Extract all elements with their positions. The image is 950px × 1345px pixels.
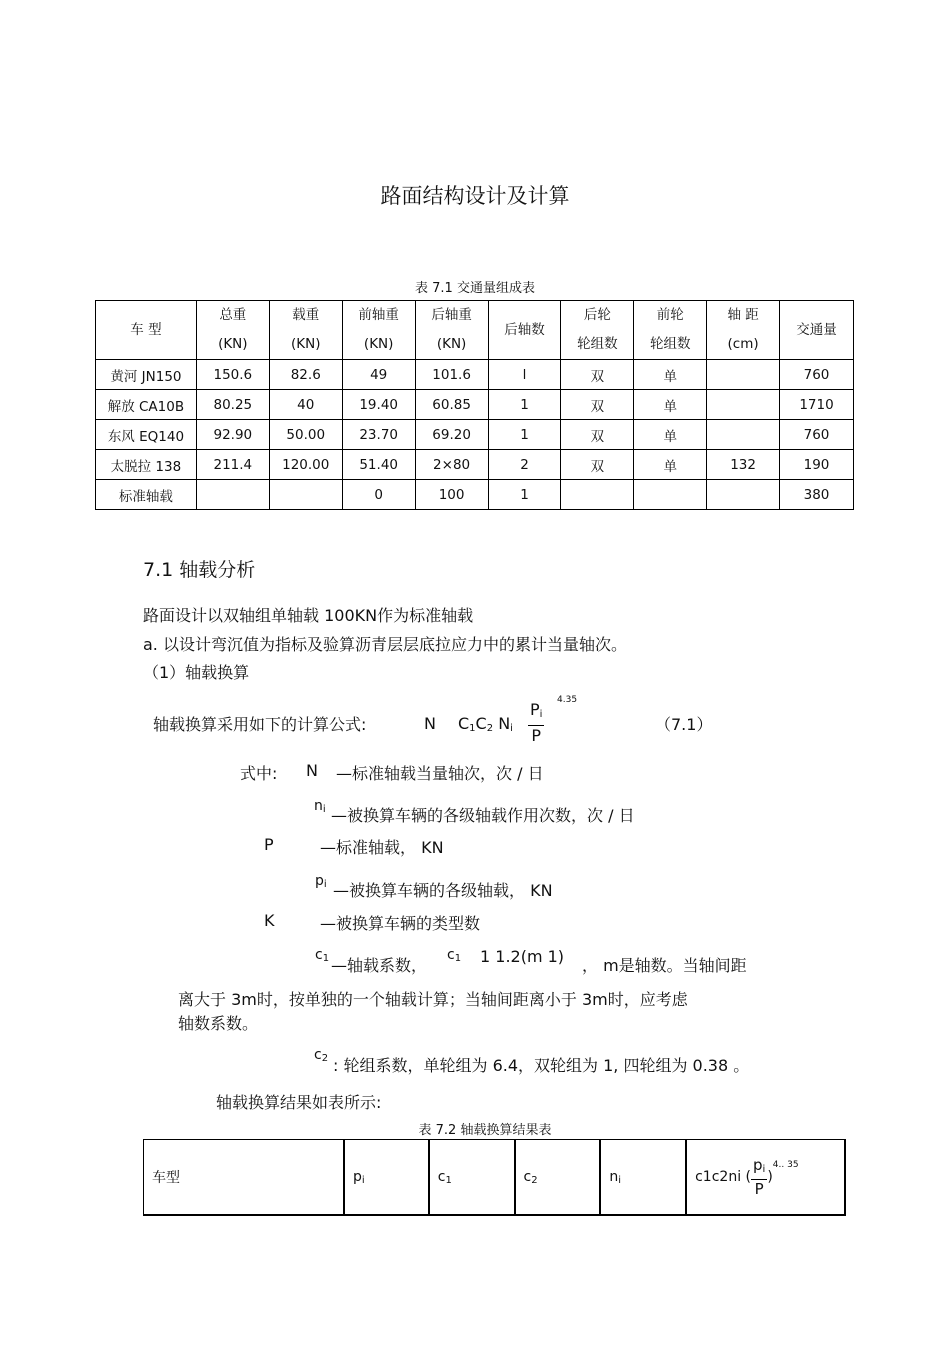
def-c2-text: : 轮组系数，单轮组为 6.4，双轮组为 1, 四轮组为 0.38 。 [333, 1056, 750, 1075]
table-cell [634, 480, 707, 510]
table-cell: 132 [707, 450, 780, 480]
table1-caption: 表 7.1 交通量组成表 [415, 281, 535, 296]
table-cell: 1710 [780, 390, 854, 420]
paragraph-1: （1）轴载换算 [143, 663, 250, 682]
table-cell: 双 [561, 390, 634, 420]
formula-number: （7.1） [655, 715, 713, 734]
header-line: (KN) [363, 336, 394, 352]
defs-label: 式中: [240, 764, 278, 783]
table-cell: 解放 CA10B [96, 390, 197, 420]
header-line: 车 型 [130, 321, 162, 338]
table-cell: 51.40 [342, 450, 415, 480]
col-header-c1: $c_1$ [429, 1140, 515, 1216]
table-cell [707, 390, 780, 420]
table-row [96, 450, 854, 480]
def-c1-line3: 轴数系数。 [178, 1014, 259, 1033]
table-cell: 92.90 [196, 420, 269, 450]
def-c2-symbol: $c_2$ [314, 1047, 329, 1064]
table-row [96, 360, 854, 390]
table1-header-cell [780, 301, 854, 360]
def-k-text: —被换算车辆的类型数 [320, 914, 481, 933]
section-heading: 7.1 轴载分析 [143, 559, 256, 581]
paragraph-result-intro: 轴载换算结果如表所示: [216, 1093, 382, 1112]
table-cell: 太脱拉 138 [96, 450, 197, 480]
def-c1-formula: 1 1.2(m 1) [480, 947, 565, 966]
table-cell [707, 420, 780, 450]
header-line: 轮组数 [649, 336, 691, 352]
header-line: (KN) [218, 336, 248, 352]
table-cell: 50.00 [269, 420, 342, 450]
header-line: (cm) [727, 336, 759, 352]
table-cell [707, 360, 780, 390]
header-line: 后轴数 [504, 321, 545, 338]
def-pi-symbol: $p_i$ [315, 873, 327, 890]
table-cell: 760 [780, 420, 854, 450]
table-cell: 黄河 JN150 [96, 360, 197, 390]
header-line: 总重 [219, 307, 247, 323]
col-header-ni: $n_i$ [600, 1140, 686, 1216]
table1-header-cell [96, 301, 197, 360]
table-cell: 标准轴载 [96, 480, 197, 510]
def-c1-formula-symbol: $c_1$ [447, 947, 462, 964]
table-cell: 190 [780, 450, 854, 480]
table-cell: 60.85 [415, 390, 488, 420]
def-n-text: —标准轴载当量轴次，次 / 日 [336, 764, 544, 783]
def-c1-line2: 离大于 3m时，按单独的一个轴载计算；当轴间距离小于 3m时，应考虑 [178, 990, 688, 1009]
header-line: 交通量 [796, 321, 837, 338]
col-header-expression: c1c2ni ( $\frac{p_i}{P}$ )$^{4.. 35}$ [686, 1140, 845, 1216]
def-k-symbol: K [264, 911, 275, 930]
table-cell: 单 [634, 390, 707, 420]
header-line: (KN) [291, 336, 321, 352]
page-title: 路面结构设计及计算 [380, 184, 570, 208]
table-cell: 100 [415, 480, 488, 510]
table-cell: 单 [634, 450, 707, 480]
table-cell: 单 [634, 360, 707, 390]
formula-lhs: N [424, 714, 436, 733]
table-cell: 2×80 [415, 450, 488, 480]
formula-product: $C_1C_2$ $N_i$ [458, 714, 513, 734]
header-line: 载重 [292, 307, 320, 323]
header-line: 前轮 [656, 307, 684, 323]
table1-header-cell [488, 301, 561, 360]
def-ni-text: —被换算车辆的各级轴载作用次数，次 / 日 [331, 806, 635, 825]
def-c1-tail: ， m是轴数。当轴间距 [582, 956, 747, 975]
formula-exponent: 4.35 [557, 695, 578, 705]
def-ni-symbol: $n_i$ [314, 798, 326, 815]
table-cell: 1 [488, 480, 561, 510]
table1-header-cell [634, 301, 707, 360]
col-header-car: 车型 [144, 1140, 344, 1216]
table-cell: 双 [561, 420, 634, 450]
table-cell [196, 480, 269, 510]
table-cell: 0 [342, 480, 415, 510]
table-cell: 双 [561, 360, 634, 390]
header-line: 前轴重 [358, 307, 399, 323]
table-cell: 380 [780, 480, 854, 510]
table1-header-cell [415, 301, 488, 360]
table-row [96, 480, 854, 510]
col-header-pi: $p_i$ [344, 1140, 429, 1216]
header-line: 轮组数 [577, 336, 618, 352]
table-cell [269, 480, 342, 510]
table1-header-cell [707, 301, 780, 360]
table-cell: 760 [780, 360, 854, 390]
header-line: 后轴重 [431, 307, 472, 323]
table1-header-row [96, 301, 854, 360]
table-cell: 120.00 [269, 450, 342, 480]
traffic-composition-table [95, 300, 854, 510]
def-pi-text: —被换算车辆的各级轴载， KN [333, 881, 553, 900]
paragraph-a: a. 以设计弯沉值为指标及验算沥青层层底拉应力中的累计当量轴次。 [143, 635, 627, 654]
def-c1-text: —轴载系数， [331, 956, 428, 975]
def-c1-symbol: $c_1$ [315, 947, 330, 964]
table-cell: 双 [561, 450, 634, 480]
table-cell: 69.20 [415, 420, 488, 450]
table2-caption: 表 7.2 轴载换算结果表 [418, 1123, 552, 1138]
header-line: (KN) [436, 336, 467, 352]
table-cell: 40 [269, 390, 342, 420]
table-cell: 单 [634, 420, 707, 450]
col-header-c2: $c_2$ [515, 1140, 601, 1216]
table-cell: 1 [488, 420, 561, 450]
def-n-symbol: N [306, 761, 318, 780]
formula-intro: 轴载换算采用如下的计算公式: [153, 715, 367, 734]
table-cell: 82.6 [269, 360, 342, 390]
table-cell: 23.70 [342, 420, 415, 450]
header-line: 后轮 [583, 307, 611, 323]
def-p-symbol: P [264, 835, 274, 854]
header-line: 轴 距 [727, 307, 759, 323]
table1-header-cell [196, 301, 269, 360]
table1-header-cell [342, 301, 415, 360]
table-cell: 150.6 [196, 360, 269, 390]
table-cell: 211.4 [196, 450, 269, 480]
formula-fraction: $P_i$ P [530, 700, 543, 745]
table-cell: l [488, 360, 561, 390]
table-row [96, 390, 854, 420]
table-cell: 东风 EQ140 [96, 420, 197, 450]
table-cell: 101.6 [415, 360, 488, 390]
table-cell: 1 [488, 390, 561, 420]
table-cell: 19.40 [342, 390, 415, 420]
table-cell: 49 [342, 360, 415, 390]
table-cell [707, 480, 780, 510]
table1-header-cell [269, 301, 342, 360]
axle-conversion-table [143, 1139, 846, 1216]
table-row [96, 420, 854, 450]
table-cell: 2 [488, 450, 561, 480]
def-p-text: —标准轴载， KN [320, 838, 444, 857]
table-cell: 80.25 [196, 390, 269, 420]
table-cell [561, 480, 634, 510]
paragraph-standard-axle: 路面设计以双轴组单轴载 100KN作为标准轴载 [143, 606, 474, 625]
table1-header-cell [561, 301, 634, 360]
